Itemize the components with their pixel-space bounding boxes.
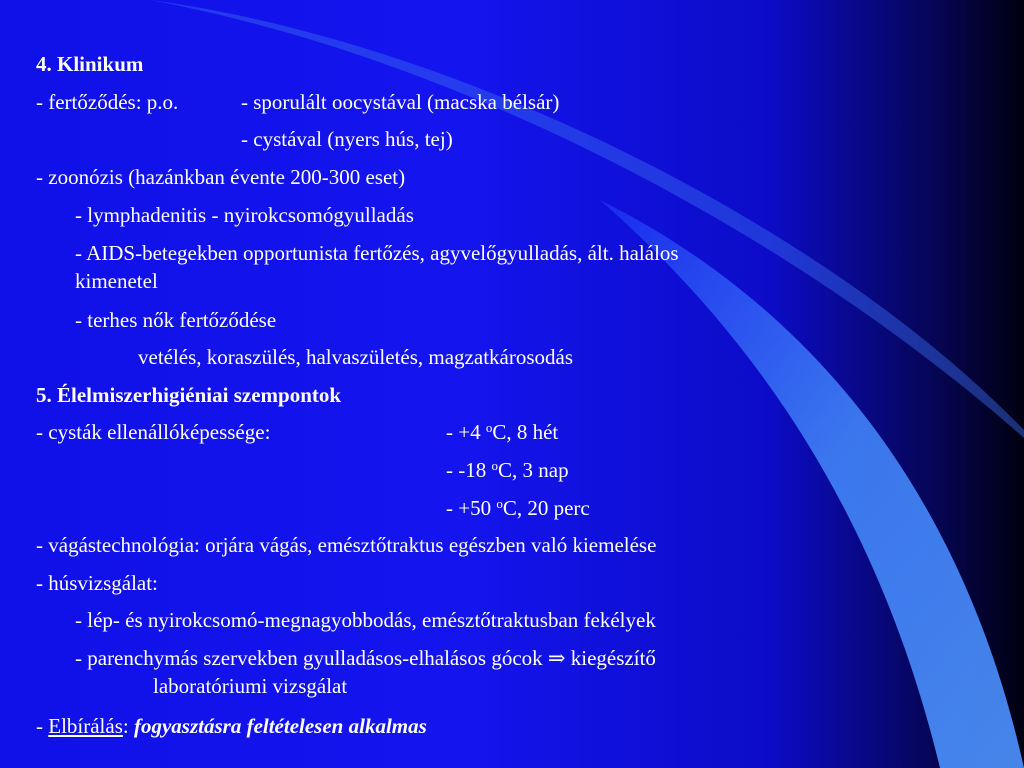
section-4-heading: 4. Klinikum [36, 52, 144, 76]
pregnant-effects-line: vetélés, koraszülés, halvaszületés, magzatkárosodás [138, 345, 574, 369]
aids-line-2: kimenetel [75, 269, 158, 293]
judgement-link[interactable]: Elbírálás [48, 714, 123, 738]
section-5-heading: 5. Élelmiszerhigiéniai szempontok [36, 383, 342, 407]
meat-inspection-line: - húsvizsgálat: [36, 571, 158, 595]
zoonosis-line: - zoonózis (hazánkban évente 200-300 eset) [36, 165, 406, 189]
finding-line-2-cont: laboratóriumi vizsgálat [153, 674, 348, 698]
resistance-label: - cysták ellenállóképessége: [36, 420, 271, 444]
pregnant-line: - terhes nők fertőződése [75, 308, 277, 332]
judgement-line: - Elbírálás: fogyasztásra feltételesen alkalmas [36, 714, 427, 738]
infection-label: - fertőződés: p.o. [36, 90, 179, 114]
lymphadenitis-line: - lymphadenitis - nyirokcsomógyulladás [75, 203, 414, 227]
judgement-result: fogyasztásra feltételesen alkalmas [133, 714, 427, 738]
resistance-item-3: - +50 $^o$C, 20 perc [446, 496, 590, 520]
resistance-item-2: - -18 $^o$C, 3 nap [446, 458, 569, 482]
finding-line-2: - parenchymás szervekben gyulladásos-elhalásos gócok ⇒ kiegészítő [75, 646, 656, 670]
infection-route-1: - sporulált oocystával (macska bélsár) [241, 90, 560, 114]
slaughter-technology-line: - vágástechnológia: orjára vágás, emésztőtraktus egészben való kiemelése [36, 533, 657, 557]
resistance-item-1: - +4 $^o$C, 8 hét [446, 420, 559, 444]
infection-route-2: - cystával (nyers hús, tej) [241, 127, 453, 151]
implies-arrow-icon: ⇒ [547, 646, 566, 670]
finding-line-1: - lép- és nyirokcsomó-megnagyobbodás, emésztőtraktusban fekélyek [75, 608, 656, 632]
aids-line-1: - AIDS-betegekben opportunista fertőzés, agyvelőgyulladás, ált. halálos [75, 241, 679, 265]
